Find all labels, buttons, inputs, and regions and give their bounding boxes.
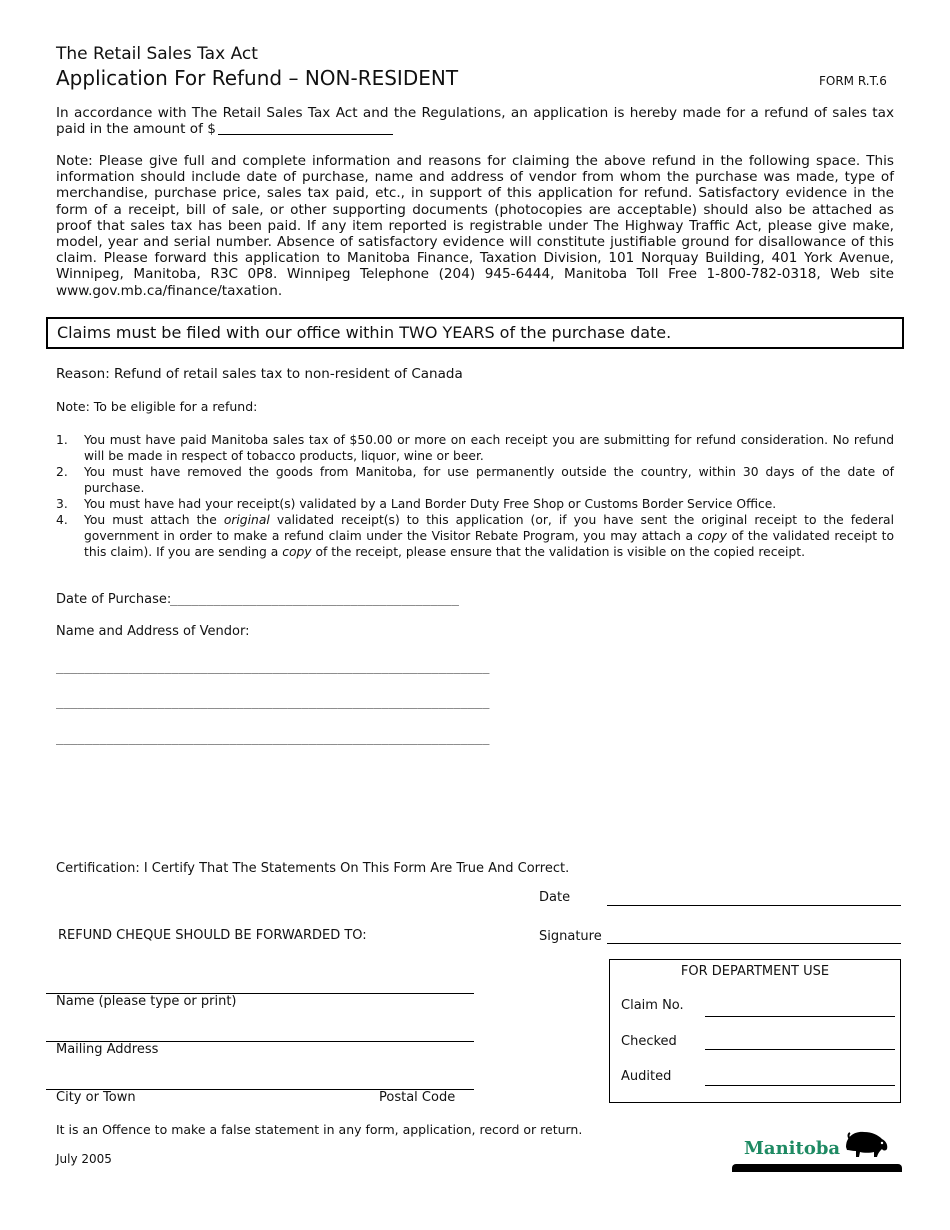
note-paragraph xyxy=(56,153,894,299)
manitoba-logo xyxy=(732,1124,902,1172)
vendor-line-1[interactable]: ____________________________________________________________ xyxy=(56,660,490,674)
eligibility-item xyxy=(56,432,894,464)
signature-field[interactable] xyxy=(607,943,901,944)
refund-amount-field[interactable] xyxy=(218,122,393,135)
eligibility-item-number: 1. xyxy=(56,433,68,447)
eligibility-item-number: 4. xyxy=(56,513,68,527)
department-use-box xyxy=(609,959,901,1103)
form-number: FORM R.T.6 xyxy=(819,74,887,88)
date-of-purchase-field[interactable]: ________________________________________ xyxy=(170,592,459,606)
bison-icon xyxy=(842,1127,890,1161)
item-text-part: You must attach the xyxy=(84,513,224,527)
form-date: July 2005 xyxy=(56,1152,112,1166)
vendor-line-3[interactable]: ____________________________________________________________ xyxy=(56,731,490,745)
claim-number-field[interactable] xyxy=(705,1016,895,1017)
eligibility-item-number: 3. xyxy=(56,497,68,511)
postal-code-label: Postal Code xyxy=(379,1090,456,1105)
city-label: City or Town xyxy=(56,1090,136,1105)
item-text-part: of the validated receipt to this claim). If you are sending a xyxy=(84,529,894,559)
form-title: Application For Refund – NON-RESIDENT xyxy=(56,66,459,90)
eligibility-item-text: You must have removed the goods from Manitoba, for use permanently outside the country, within 30 days of the date of purchase. xyxy=(84,465,894,495)
vendor-label: Name and Address of Vendor: xyxy=(56,624,250,639)
act-title: The Retail Sales Tax Act xyxy=(56,44,258,64)
eligibility-item xyxy=(56,496,894,512)
date-label: Date xyxy=(539,890,571,905)
item-text-emphasis: copy xyxy=(282,545,312,559)
manitoba-logo-text: Manitoba xyxy=(744,1138,841,1159)
eligibility-item xyxy=(56,512,894,560)
audited-label: Audited xyxy=(621,1069,672,1084)
refund-heading: REFUND CHEQUE SHOULD BE FORWARDED TO: xyxy=(58,928,367,943)
refund-reason: Reason: Refund of retail sales tax to non-resident of Canada xyxy=(56,366,463,382)
eligibility-heading: Note: To be eligible for a refund: xyxy=(56,399,258,414)
name-label: Name (please type or print) xyxy=(56,994,237,1009)
eligibility-item-number: 2. xyxy=(56,465,68,479)
date-field[interactable] xyxy=(607,905,901,906)
claim-number-label: Claim No. xyxy=(621,998,684,1013)
checked-field[interactable] xyxy=(705,1049,895,1050)
department-use-heading: FOR DEPARTMENT USE xyxy=(680,964,830,979)
certification-text: Certification: I Certify That The Statements On This Form Are True And Correct. xyxy=(56,861,570,876)
signature-label: Signature xyxy=(539,929,602,944)
audited-field[interactable] xyxy=(705,1085,895,1086)
item-text-emphasis: original xyxy=(223,513,270,527)
eligibility-list xyxy=(56,432,894,560)
forward-text: Please forward this application to Manitoba Finance, Taxation Division, 101 Norquay Building, 401 York Avenue, Winnipeg, Manitoba, R3C 0P8. Winnipeg Telephone (204) 945-6444, Manitoba Toll Free 1-800-782-0318, Web site www.gov.mb.ca/finance/taxation. xyxy=(56,250,894,299)
checked-label: Checked xyxy=(621,1034,677,1049)
eligibility-item-text: You must have had your receipt(s) validated by a Land Border Duty Free Shop or Customs Border Service Office. xyxy=(84,497,777,511)
logo-bar xyxy=(732,1164,902,1172)
eligibility-item-text xyxy=(84,512,894,560)
date-of-purchase-label: Date of Purchase: xyxy=(56,592,172,607)
item-text-part: of the receipt, please ensure that the validation is visible on the copied receipt. xyxy=(311,545,805,559)
item-text-part: validated receipt(s) to this application (or, if you have sent the original receipt to the federal government in order to make a refund claim under the Visitor Rebate Program, you may attach a xyxy=(84,513,894,543)
eligibility-item-text: You must have paid Manitoba sales tax of $50.00 or more on each receipt you are submitting for refund consideration. No refund will be made in respect of tobacco products, liquor, wine or beer. xyxy=(84,433,894,463)
item-text-emphasis: copy xyxy=(697,529,727,543)
eligibility-item xyxy=(56,464,894,496)
offence-notice: It is an Offence to make a false statement in any form, application, record or return. xyxy=(56,1122,583,1137)
note-text: Note: Please give full and complete information and reasons for claiming the above refund in the following space. This information should include date of purchase, name and address of vendor from whom the purchase was made, type of merchandise, purchase price, sales tax paid, etc., in support of this application for refund. Satisfactory evidence in the form of a receipt, bill of sale, or other supporting documents (photocopies are acceptable) should also be attached as proof that sales tax has been paid. If any item reported is registrable under The Highway Traffic Act, please give make, model, year and serial number. Absence of satisfactory evidence will constitute justifiable ground for disallowance of this claim. xyxy=(56,153,894,267)
intro-paragraph xyxy=(56,105,894,138)
claim-deadline-notice: Claims must be filed with our office within TWO YEARS of the purchase date. xyxy=(46,317,904,349)
intro-text: In accordance with The Retail Sales Tax Act and the Regulations, an application is hereby made for a refund of sales tax paid in the amount of $ xyxy=(56,105,894,138)
mailing-address-label: Mailing Address xyxy=(56,1042,159,1057)
vendor-line-2[interactable]: ____________________________________________________________ xyxy=(56,695,490,709)
